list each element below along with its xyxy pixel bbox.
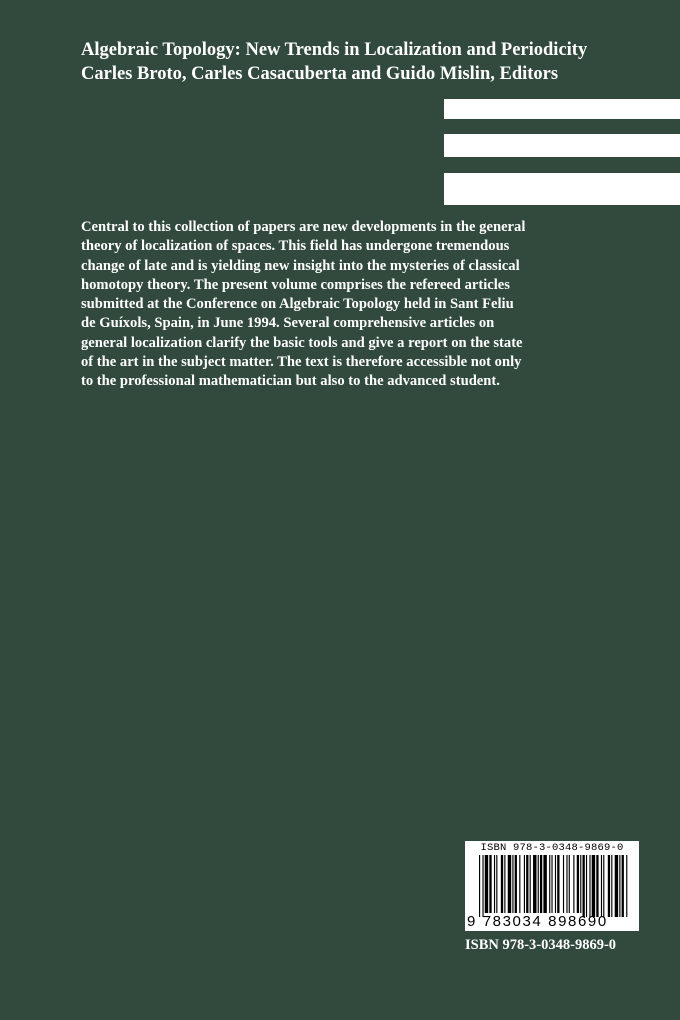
barcode-stripe: [583, 855, 585, 917]
barcode-stripe: [577, 855, 579, 913]
barcode-stripe: [549, 855, 550, 913]
barcode-stripe: [626, 855, 627, 917]
barcode-stripe: [501, 855, 503, 913]
barcode-stripe: [622, 855, 624, 917]
barcode-stripe: [494, 855, 495, 913]
isbn-text: ISBN 978-3-0348-9869-0: [465, 937, 617, 953]
barcode-stripe: [538, 855, 539, 913]
barcode-digits: 9 783034 898690: [467, 913, 608, 930]
barcode-stripe: [519, 855, 520, 913]
description-line: Central to this collection of papers are new developments in the general: [81, 219, 526, 235]
barcode-stripe: [482, 855, 483, 917]
description-line: to the professional mathematician but also to the advanced student.: [81, 373, 500, 390]
barcode-stripe: [611, 855, 612, 917]
barcode-isbn-label: ISBN 978-3-0348-9869-0: [480, 842, 624, 854]
barcode-stripe: [524, 855, 525, 913]
barcode-stripe: [512, 855, 513, 913]
barcode-stripe: [479, 855, 480, 917]
decorative-bar-3: [444, 173, 680, 205]
barcode-stripe: [603, 855, 604, 917]
barcode-stripe: [586, 855, 587, 917]
description-line: of the art in the subject matter. The text is therefore accessible not only: [81, 354, 522, 371]
barcode-stripe: [592, 855, 595, 917]
barcode-stripe: [619, 855, 620, 917]
decorative-bar-2: [444, 134, 680, 157]
barcode-stripe: [543, 855, 546, 913]
barcode-stripe: [489, 855, 491, 913]
barcode-stripe: [580, 855, 581, 913]
barcode-stripe: [530, 855, 531, 913]
barcode-stripe: [540, 855, 542, 913]
book-title: Algebraic Topology: New Trends in Localization and Periodicity: [81, 40, 588, 60]
barcode-stripe: [601, 855, 602, 917]
barcode-stripe: [566, 855, 567, 913]
barcode-stripe: [608, 855, 610, 917]
description-line: general localization clarify the basic tools and give a report on the state: [81, 334, 523, 351]
book-editors: Carles Broto, Carles Casacuberta and Guido Mislin, Editors: [81, 64, 559, 84]
barcode-stripe: [526, 855, 528, 913]
barcode-stripe: [573, 855, 574, 913]
book-description: [81, 218, 641, 392]
barcode-stripe: [496, 855, 497, 913]
barcode-stripe: [555, 855, 556, 913]
barcode-stripe: [589, 855, 590, 917]
description-line: submitted at the Conference on Algebraic Topology held in Sant Feliu: [81, 296, 514, 313]
decorative-bar-1: [444, 99, 680, 119]
barcode-stripe: [533, 855, 536, 913]
barcode-stripe: [551, 855, 552, 913]
barcode-image: [465, 855, 639, 917]
barcode-panel: [465, 841, 639, 931]
barcode-stripe: [615, 855, 618, 917]
barcode-stripe: [504, 855, 505, 913]
barcode-stripe: [508, 855, 511, 913]
barcode-stripe: [515, 855, 517, 913]
description-line: theory of localization of spaces. This field has undergone tremendous: [81, 238, 510, 255]
barcode-stripe: [563, 855, 564, 913]
barcode-stripe: [557, 855, 559, 913]
barcode-stripe: [596, 855, 598, 917]
description-line: de Guíxols, Spain, in June 1994. Several comprehensive articles on: [81, 315, 495, 332]
barcode-stripe: [485, 855, 488, 913]
barcode-stripe: [569, 855, 570, 913]
description-line: homotopy theory. The present volume comprises the refereed articles: [81, 276, 510, 293]
cover-header: [81, 38, 661, 86]
description-line: change of late and is yielding new insight into the mysteries of classical: [81, 257, 520, 274]
